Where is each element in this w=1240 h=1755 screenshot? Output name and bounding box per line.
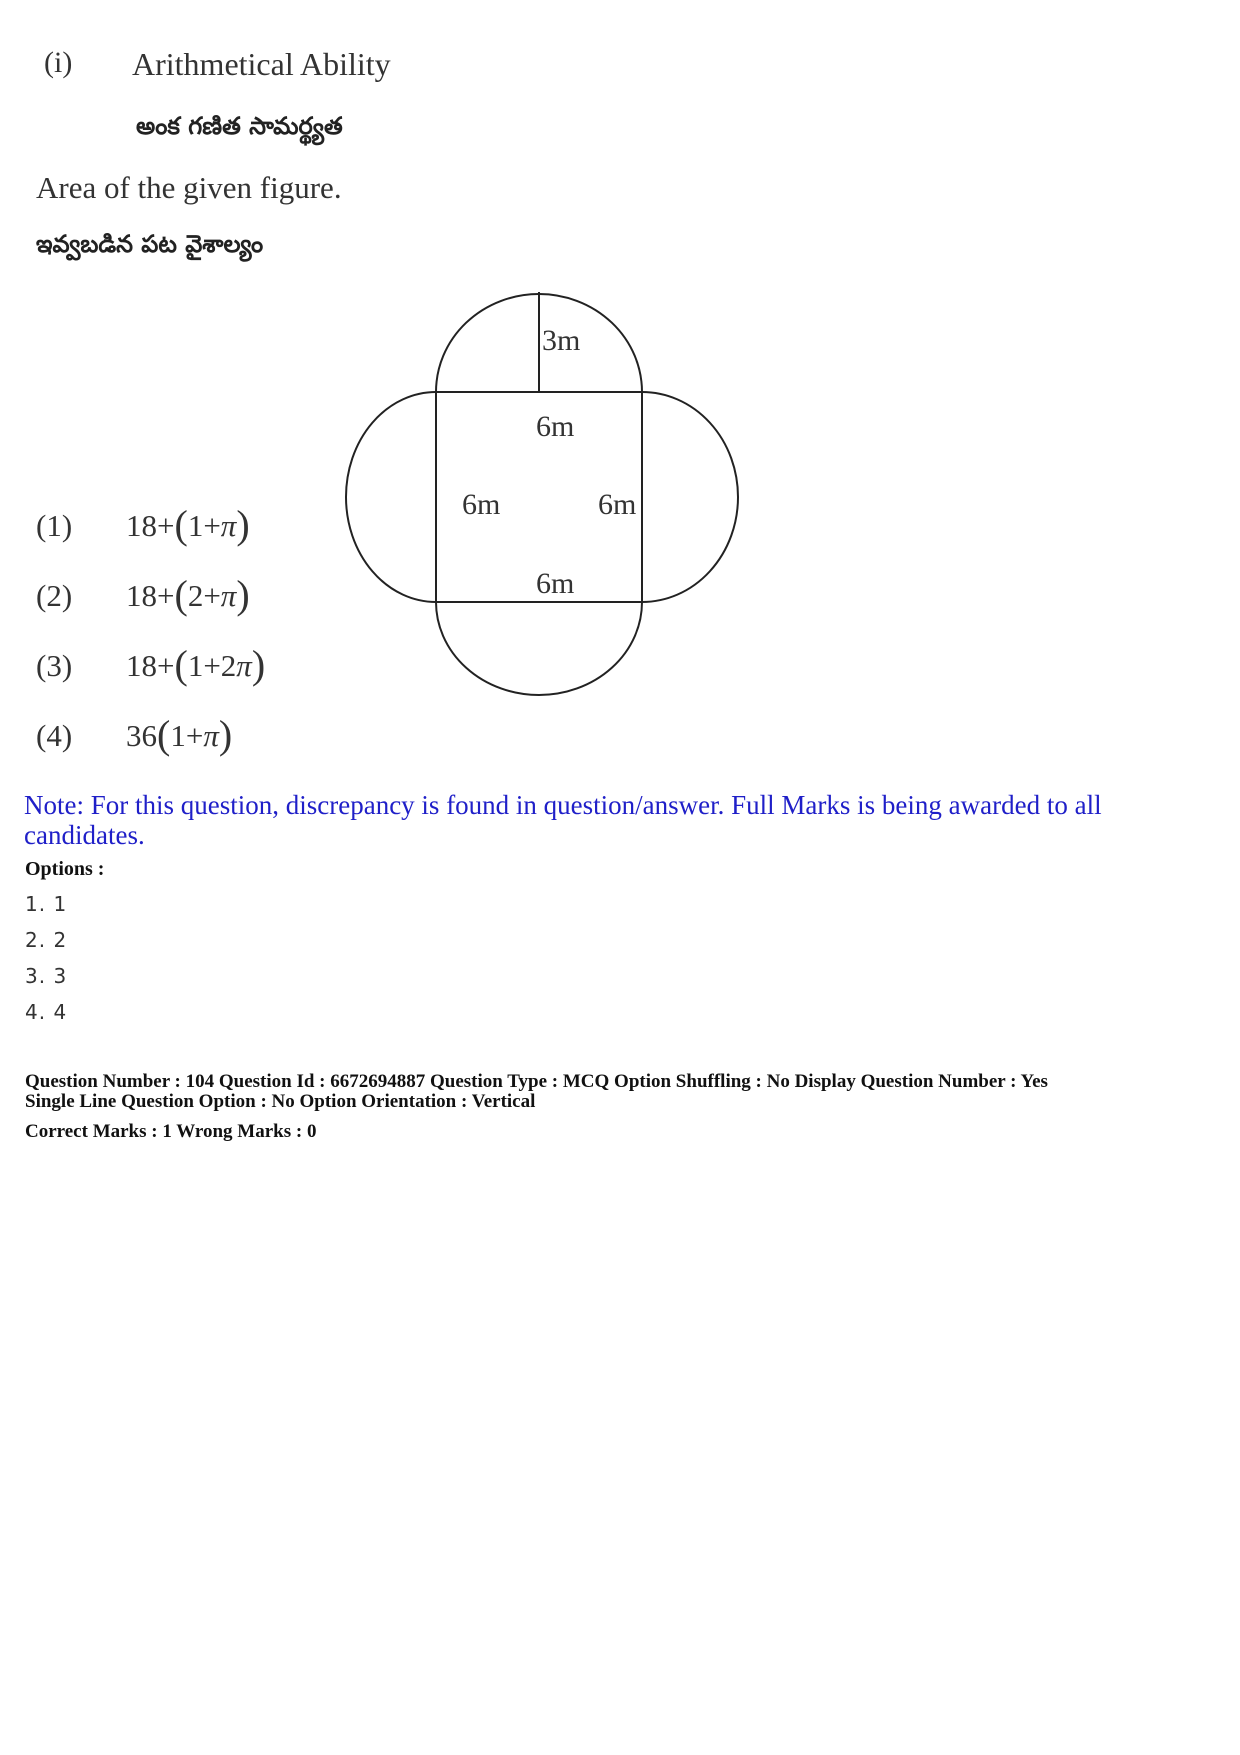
section-title: Arithmetical Ability	[132, 46, 391, 82]
options-label: Options :	[25, 858, 105, 880]
label-left-side: 6m	[462, 488, 501, 521]
question-text: Area of the given figure.	[36, 170, 342, 205]
choice-expression: 36(1+π)	[126, 712, 233, 757]
question-meta-line1: Question Number : 104 Question Id : 6672694887 Question Type : MCQ Option Shuffling : No Display Question Number : Yes	[25, 1071, 1048, 1092]
label-right-side: 6m	[598, 488, 637, 521]
option-item: 4. 4	[25, 1000, 68, 1024]
label-top-side: 6m	[536, 410, 575, 443]
choice-expression: 18+(2+π)	[126, 572, 250, 617]
area-figure	[340, 288, 760, 698]
question-text-telugu: ఇవ్వబడిన పట వైశాల్యం	[36, 230, 264, 258]
choice-expression: 18+(1+π)	[126, 502, 250, 547]
choice-number: (1)	[36, 508, 73, 543]
choice-number: (3)	[36, 648, 73, 683]
bottom-semicircle	[436, 602, 642, 695]
option-item: 2. 2	[25, 928, 68, 952]
marks-info: Correct Marks : 1 Wrong Marks : 0	[25, 1121, 317, 1142]
label-bottom-side: 6m	[536, 567, 575, 600]
option-item: 3. 3	[25, 964, 68, 988]
section-number: (i)	[44, 46, 73, 79]
choice-number: (2)	[36, 578, 73, 613]
section-title-telugu: అంక గణిత సామర్థ్యత	[136, 112, 343, 140]
label-radius: 3m	[542, 324, 581, 357]
left-semicircle	[346, 392, 436, 602]
discrepancy-note: Note: For this question, discrepancy is found in question/answer. Full Marks is being awarded to all candidates.	[24, 790, 1102, 850]
right-semicircle	[642, 392, 738, 602]
question-meta-line2: Single Line Question Option : No Option Orientation : Vertical	[25, 1091, 536, 1112]
choice-expression: 18+(1+2π)	[126, 642, 266, 687]
choice-number: (4)	[36, 718, 73, 753]
option-item: 1. 1	[25, 892, 68, 916]
